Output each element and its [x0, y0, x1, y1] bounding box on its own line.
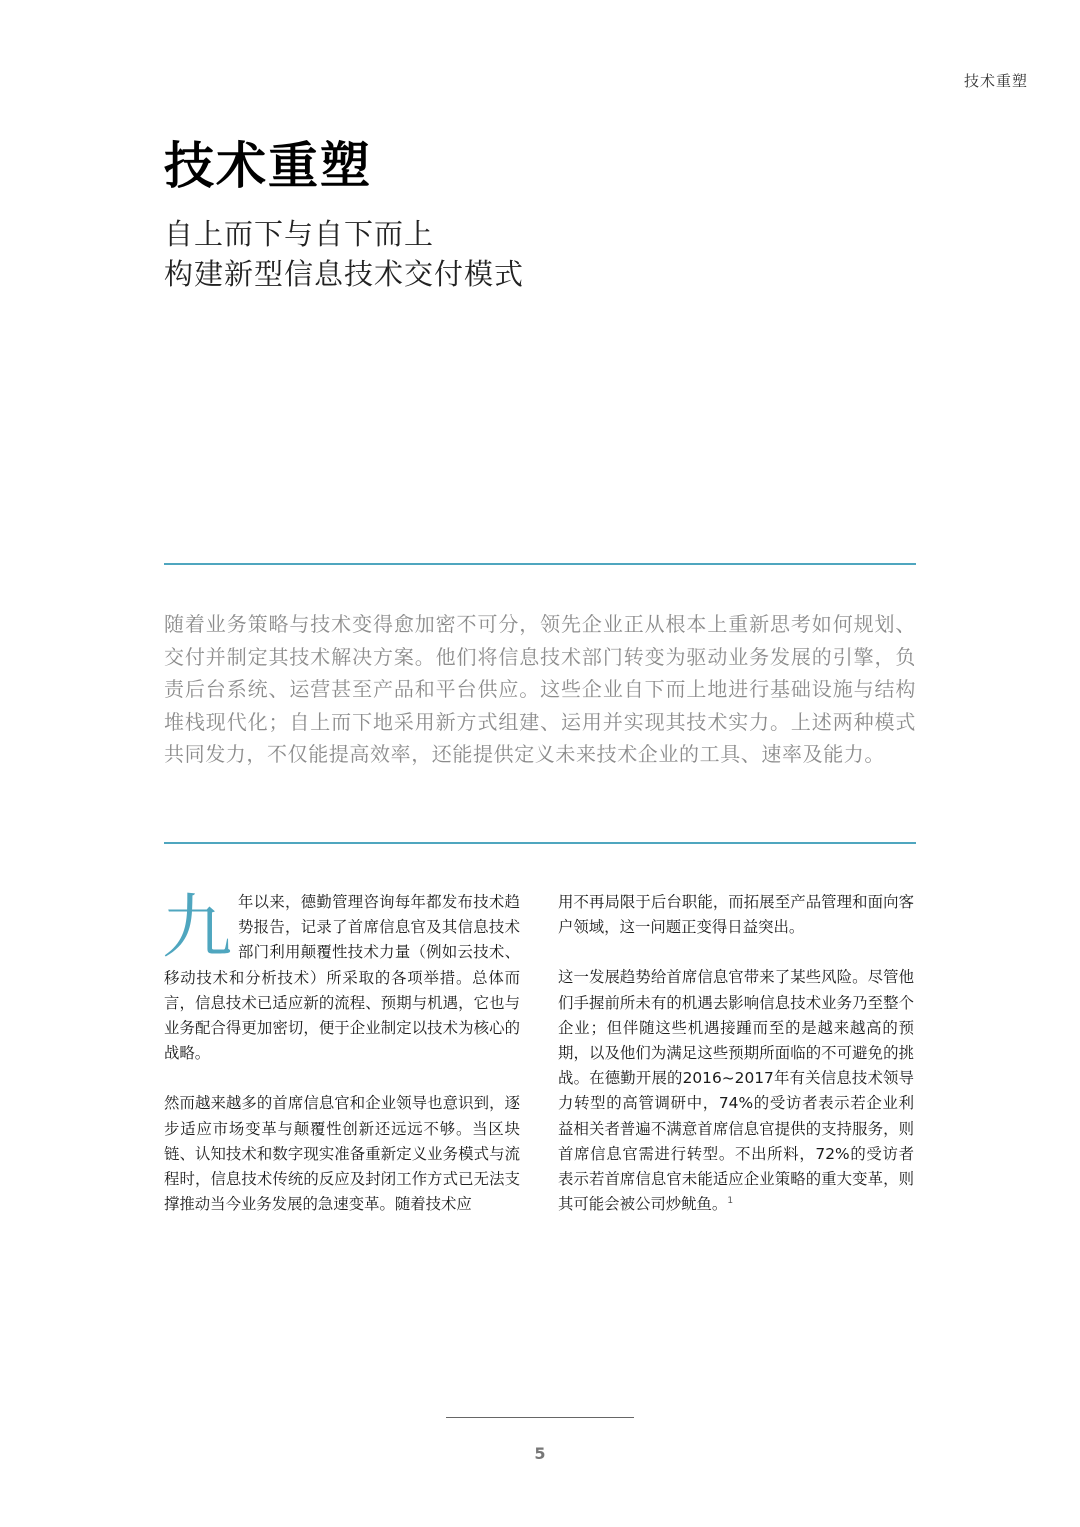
subtitle-line: 构建新型信息技术交付模式 — [164, 257, 525, 291]
body-paragraph — [558, 965, 914, 1217]
footnote-ref[interactable]: 1 — [727, 1196, 734, 1207]
running-header: 技术重塑 — [963, 72, 1028, 90]
body-column-right — [558, 890, 914, 1242]
divider-top — [164, 563, 916, 565]
body-column-left — [162, 886, 520, 1242]
body-paragraph-text: 这一发展趋势给首席信息官带来了某些风险。尽管他们手握前所未有的机遇去影响信息技术业务乃至整个企业；但伴随这些机遇接踵而至的是越来越高的预期，以及他们为满足这些预期所面临的不可避免的挑战。在德勤开展的2016~2017年有关信息技术领导力转型的高管调研中，74%的受访者表示若企业利益相关者普遍不满意首席信息官提供的支持服务，则首席信息官需进行转型。不出所料，72%的受访者表示若首席信息官未能适应企业策略的重大变革，则其可能会被公司炒鱿鱼。 — [558, 968, 914, 1214]
body-paragraph — [162, 886, 520, 1066]
footer-rule — [446, 1417, 634, 1418]
page-subtitle — [164, 214, 524, 294]
drop-cap: 九 — [162, 886, 232, 968]
page-title: 技术重塑 — [164, 137, 372, 195]
divider-bottom — [164, 842, 916, 844]
body-paragraph: 然而越来越多的首席信息官和企业领导也意识到，逐步适应市场变革与颠覆性创新还远远不够。当区块链、认知技术和数字现实准备重新定义业务模式与流程时，信息技术传统的反应及封闭工作方式已无法支撑推动当今业务发展的急速变革。随着技术应 — [164, 1094, 520, 1214]
lead-paragraph: 随着业务策略与技术变得愈加密不可分，领先企业正从根本上重新思考如何规划、交付并制定其技术解决方案。他们将信息技术部门转变为驱动业务发展的引擎，负责后台系统、运营甚至产品和平台供应。这些企业自下而上地进行基础设施与结构堆栈现代化；自上而下地采用新方式组建、运用并实现其技术实力。上述两种模式共同发力，不仅能提高效率，还能提供定义未来技术企业的工具、速率及能力。 — [164, 612, 916, 767]
subtitle-line: 自上而下与自下而上 — [164, 217, 435, 251]
page-number: 5 — [534, 1444, 546, 1463]
body-paragraph-text: 年以来，德勤管理咨询每年都发布技术趋势报告，记录了首席信息官及其信息技术部门利用颠覆性技术力量（例如云技术、移动技术和分析技术）所采取的各项举措。总体而言，信息技术已适应新的流程、预期与机遇，它也与业务配合得更加密切，便于企业制定以技术为核心的战略。 — [164, 893, 520, 1063]
body-paragraph: 用不再局限于后台职能，而拓展至产品管理和面向客户领域，这一问题正变得日益突出。 — [558, 893, 914, 937]
